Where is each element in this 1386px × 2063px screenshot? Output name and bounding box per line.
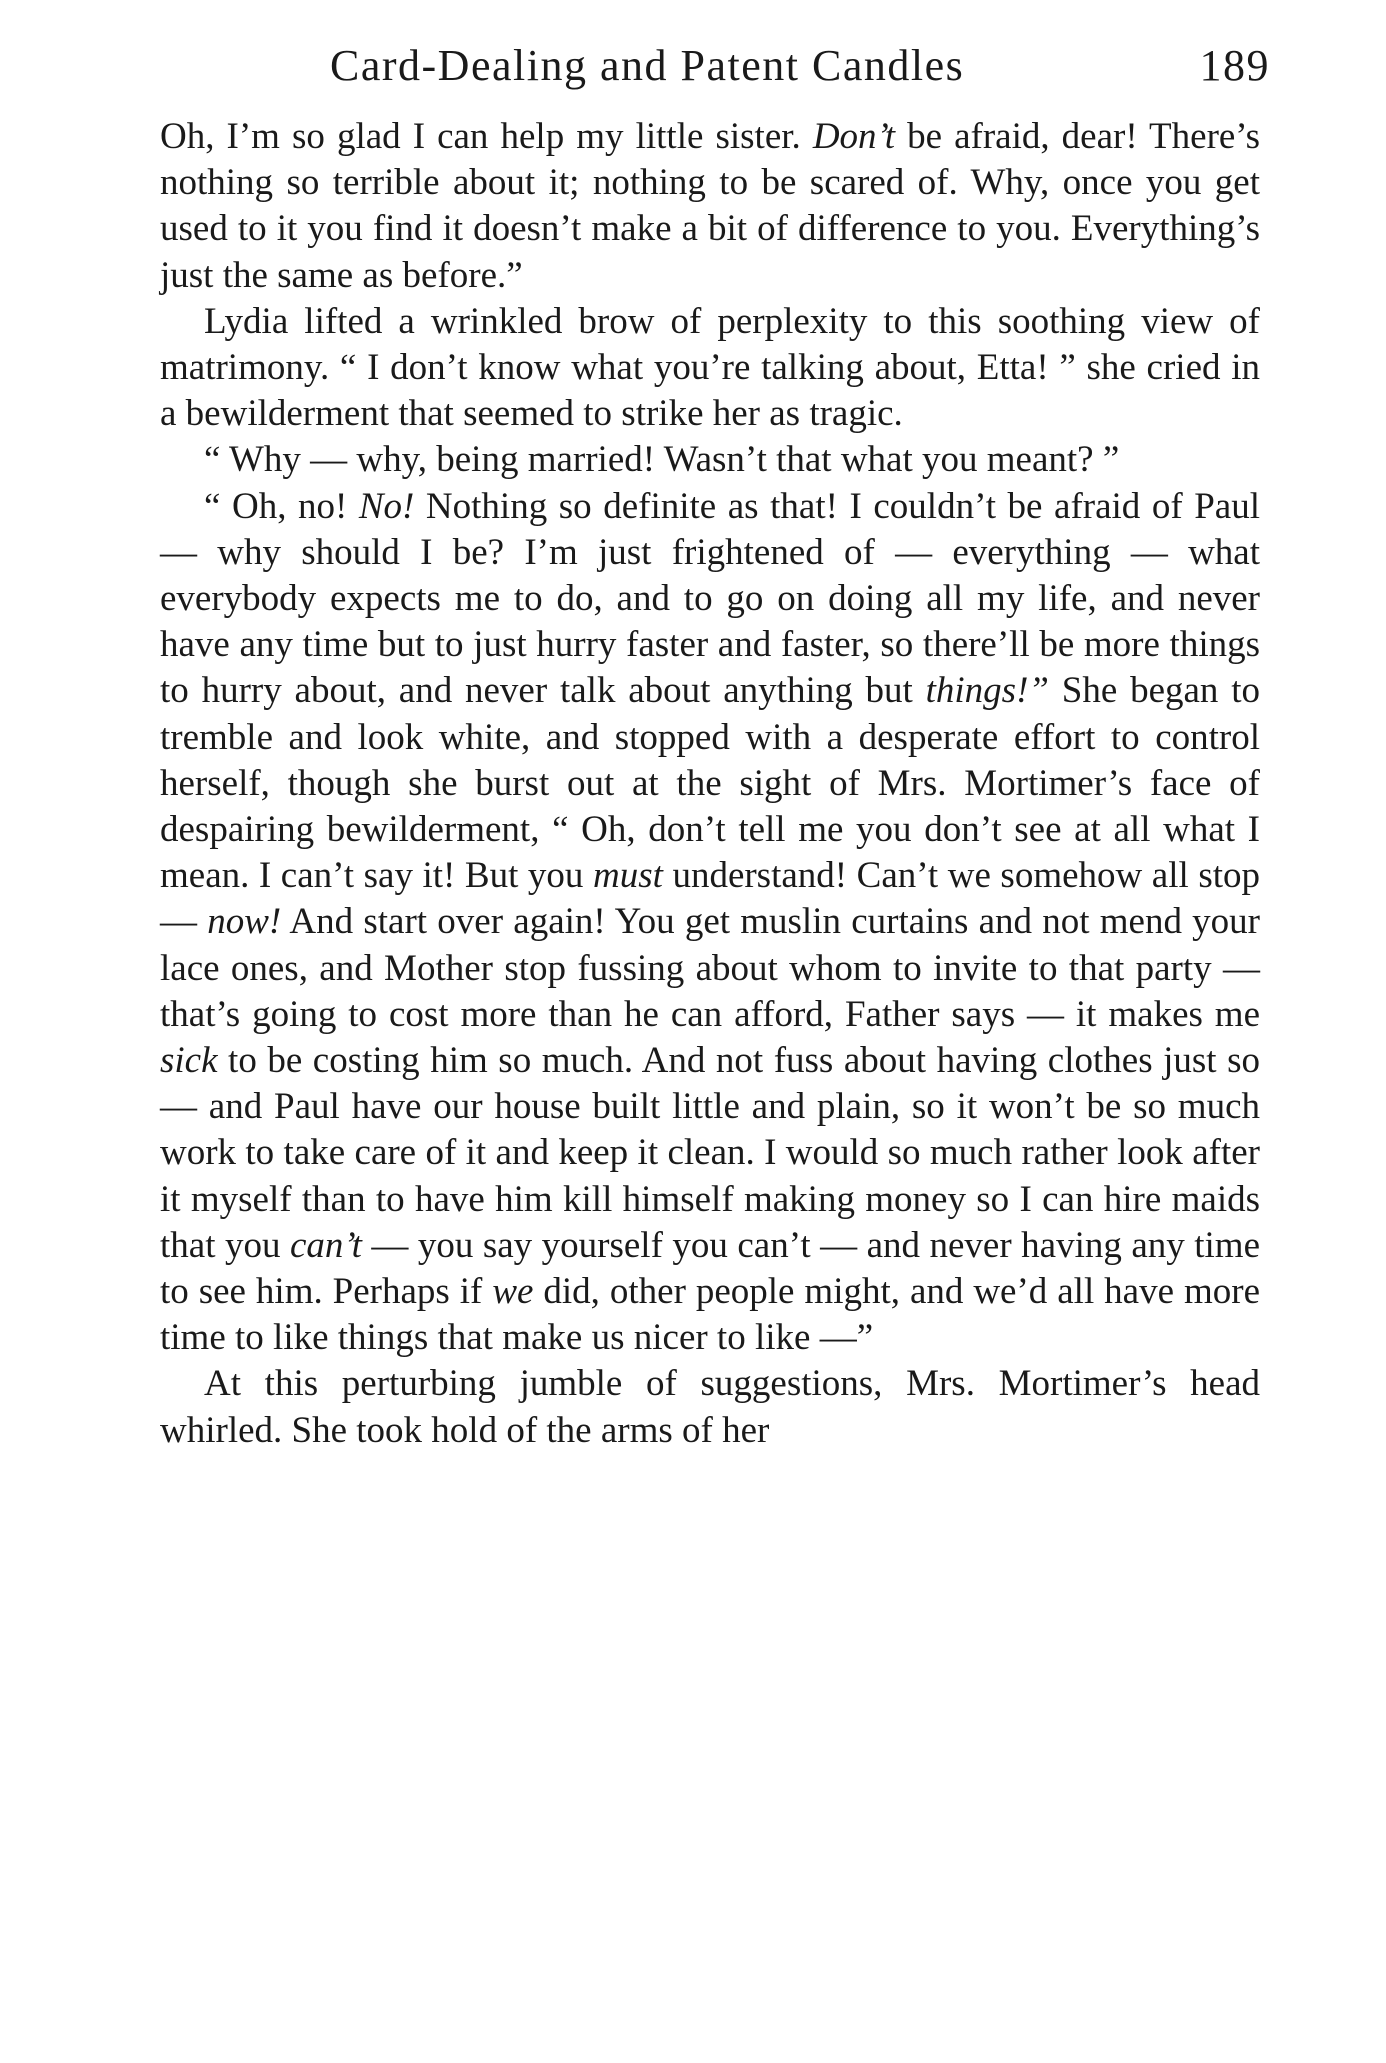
text-run: She began to tremble and look white, and stopped with a desperate effort to control herself, though she burst out at the sight of Mrs. Mortimer’s face of despairing bewilderment, “ Oh, don’t tell me you don’t see at all what I mean. I can’t say it! But you xyxy=(160,670,1260,897)
page-number: 189 xyxy=(1199,41,1270,90)
italic-text: can’t xyxy=(289,1224,362,1266)
text-run: — you say yourself you can’t — and never having any time to see him. Perhaps if xyxy=(160,1224,1260,1313)
book-page xyxy=(160,40,1270,1454)
text-run: be afraid, dear! There’s nothing so terrible about it; nothing to be scared of. Why, once you get used to it you find it doesn’t make a bit of difference to you. Everything’s just the same as before.” xyxy=(160,116,1260,296)
text-run: “ Why — why, being married! Wasn’t that what you meant? ” xyxy=(204,439,1120,481)
paragraph xyxy=(160,299,1260,438)
paragraph xyxy=(160,484,1260,1362)
italic-text: Don’t xyxy=(812,116,896,157)
italic-text: No! xyxy=(358,485,415,527)
page-body xyxy=(160,114,1260,1454)
running-title: Card-Dealing and Patent Candles xyxy=(330,41,965,90)
paragraph xyxy=(160,1361,1260,1453)
italic-text: we xyxy=(492,1271,534,1313)
text-run: “ Oh, no! xyxy=(204,485,359,527)
italic-text: must xyxy=(592,855,663,897)
text-run: to be costing him so much. And not fuss about having clothes just so — and Paul have our house built little and plain, so it won’t be so much work to take care of it and keep it clean. I would so much rather look after it myself than to have him kill himself making money so I can hire maids that you xyxy=(160,1040,1260,1266)
italic-text: sick xyxy=(160,1040,218,1082)
running-header xyxy=(160,40,1270,114)
text-run: Oh, I’m so glad I can help my little sister. xyxy=(160,116,813,157)
text-run: And start over again! You get muslin curtains and not mend your lace ones, and Mother stop fussing about whom to invite to that party — that’s going to cost more than he can afford, Father says — it makes me xyxy=(160,901,1260,1035)
text-run: Nothing so definite as that! I couldn’t be afraid of Paul — why should I be? I’m just frightened of — everything — what everybody expects me to do, and to go on doing all my life, and never have any time but to just hurry faster and faster, so there’ll be more things to hurry about, and never talk about anything but xyxy=(160,485,1260,712)
text-run: At this perturbing jumble of suggestions, Mrs. Mortimer’s head whirled. She took hold of the arms of her xyxy=(160,1363,1260,1451)
italic-text: things!” xyxy=(925,670,1049,712)
paragraph xyxy=(160,437,1260,483)
paragraph xyxy=(160,114,1260,299)
text-run: Lydia lifted a wrinkled brow of perplexity to this soothing view of matrimony. “ I don’t know what you’re talking about, Etta! ” she cried in a bewilderment that seemed to strike her as tragic. xyxy=(160,300,1260,435)
text-run: did, other people might, and we’d all have more time to like things that make us nicer to like —” xyxy=(160,1271,1260,1359)
text-run: understand! Can’t we somehow all stop — xyxy=(160,855,1261,943)
italic-text: now! xyxy=(207,901,282,943)
